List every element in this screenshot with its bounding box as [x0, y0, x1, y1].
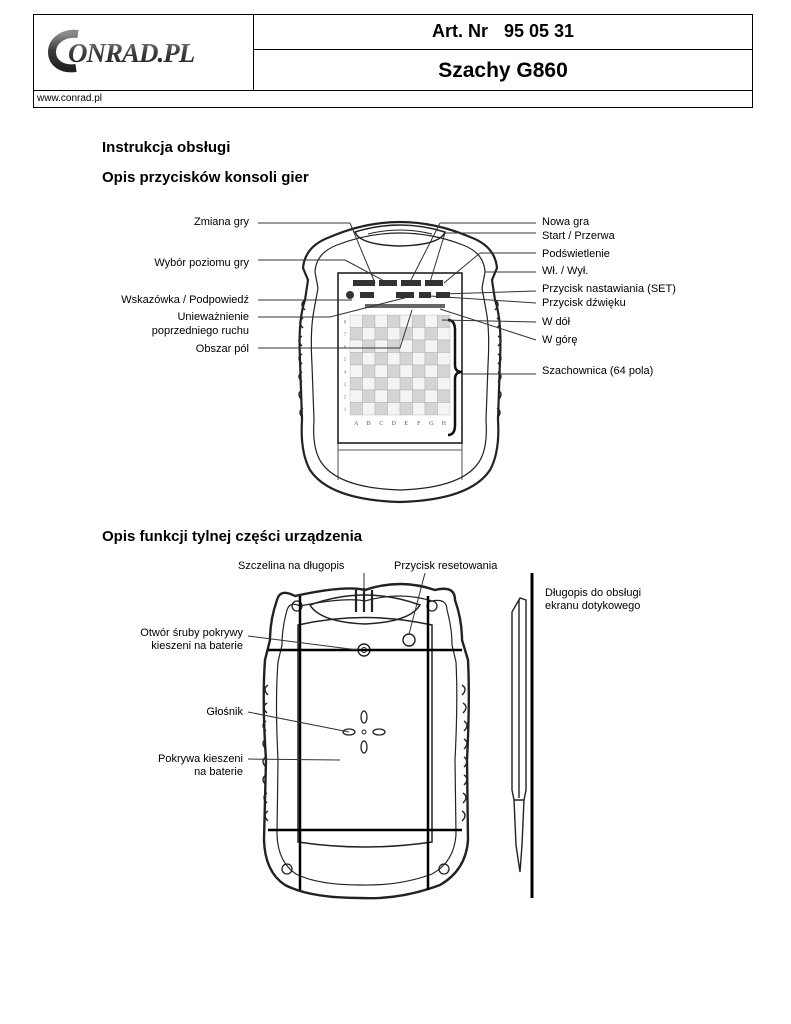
- label-screw-1: Otwór śruby pokrywy: [140, 627, 243, 639]
- label-pen-slot: Szczelina na długopis: [238, 560, 345, 572]
- label-start-pause: Start / Przerwa: [542, 230, 615, 242]
- svg-text:ONRAD.PL: ONRAD.PL: [68, 38, 195, 68]
- board-file-label: G: [429, 421, 434, 427]
- label-cover-2: na baterie: [194, 766, 243, 778]
- board-file-label: F: [417, 421, 421, 427]
- board-rank-label: 4: [343, 370, 347, 376]
- manual-heading: Instrukcja obsługi: [102, 139, 231, 156]
- board-rank-label: 1: [343, 407, 347, 413]
- label-hint: Wskazówka / Podpowiedź: [121, 294, 249, 306]
- board-rank-label: 2: [343, 395, 347, 401]
- label-field-area: Obszar pól: [195, 343, 249, 355]
- board-file-label: D: [391, 421, 396, 427]
- label-stylus-2: ekranu dotykowego: [545, 600, 641, 612]
- board-file-label: E: [404, 421, 409, 427]
- buttons-heading: Opis przycisków konsoli gier: [102, 169, 309, 186]
- stylus-icon: [512, 598, 526, 872]
- label-sound: Przycisk dźwięku: [542, 297, 626, 309]
- label-power: Wł. / Wył.: [542, 265, 589, 277]
- board-rank-label: 8: [343, 320, 347, 326]
- board-file-label: H: [441, 421, 446, 427]
- label-game-change: Zmiana gry: [193, 216, 249, 228]
- article-label: Art. Nr: [431, 21, 488, 41]
- page-title: Szachy G860: [438, 58, 568, 82]
- board-rank-label: 7: [343, 332, 347, 338]
- website-url: www.conrad.pl: [37, 93, 103, 104]
- label-new-game: Nowa gra: [542, 216, 590, 228]
- label-undo-2: poprzedniego ruchu: [151, 325, 249, 337]
- label-undo-1: Unieważnienie: [177, 311, 249, 323]
- label-up: W górę: [542, 334, 578, 346]
- label-screw-2: kieszeni na baterie: [151, 640, 243, 652]
- label-level: Wybór poziomu gry: [154, 257, 249, 269]
- article-value: 95 05 31: [503, 21, 575, 41]
- label-backlight: Podświetlenie: [542, 248, 610, 260]
- label-speaker: Głośnik: [206, 706, 243, 718]
- board-file-label: C: [379, 421, 384, 427]
- back-heading: Opis funkcji tylnej części urządzenia: [102, 528, 363, 545]
- label-reset: Przycisk resetowania: [394, 560, 498, 572]
- board-rank-label: 3: [343, 382, 347, 388]
- label-board: Szachownica (64 pola): [542, 365, 654, 377]
- board-rank-label: 6: [343, 345, 347, 351]
- board-file-label: A: [354, 421, 359, 427]
- board-file-label: B: [366, 421, 371, 427]
- label-down: W dół: [542, 316, 571, 328]
- label-set: Przycisk nastawiania (SET): [542, 283, 676, 295]
- label-stylus-1: Długopis do obsługi: [545, 587, 642, 599]
- board-rank-label: 5: [343, 357, 347, 363]
- label-cover-1: Pokrywa kieszeni: [158, 753, 243, 765]
